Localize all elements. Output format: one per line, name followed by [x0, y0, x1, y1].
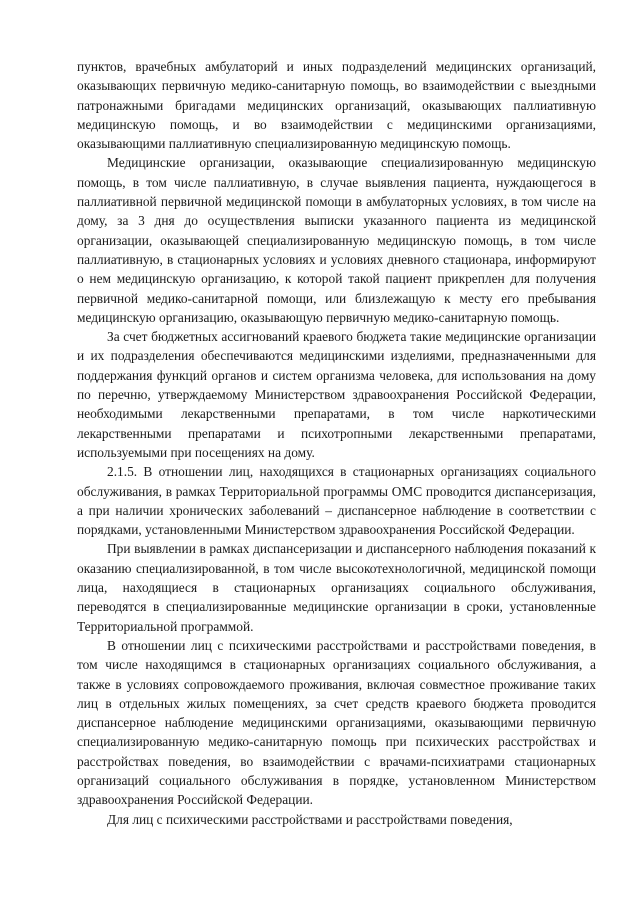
paragraph-1: пунктов, врачебных амбулаторий и иных подразделений медицинских организаций, оказывающих первичную медико-санитарную помощь, во взаимодействии с выездными патронажными бригадами медицинских организаций, оказывающих паллиативную медицинскую помощь, и во взаимодействии с медицинскими организациями, оказывающими паллиативную специализированную медицинскую помощь.	[77, 59, 596, 152]
paragraph-7: Для лиц с психическими расстройствами и расстройствами поведения,	[107, 811, 513, 827]
paragraph-4: 2.1.5. В отношении лиц, находящихся в стационарных организациях социального обслуживания, в рамках Территориальной программы ОМС проводится диспансеризация, а при наличии хронических заболеваний – диспансерное наблюдение в соответствии с порядками, установленными Министерством здравоохранения Российской Федерации.	[77, 464, 596, 538]
document-body	[77, 57, 596, 829]
paragraph-5: При выявлении в рамках диспансеризации и диспансерного наблюдения показаний к оказанию специализированной, в том числе высокотехнологичной, медицинской помощи лица, находящиеся в стационарных организациях социального обслуживания, переводятся в специализированные медицинские организации в сроки, установленные Территориальной программой.	[77, 541, 596, 634]
paragraph-2: Медицинские организации, оказывающие специализированную медицинскую помощь, в том числе паллиативную, в случае выявления пациента, нуждающегося в паллиативной первичной медицинской помощи в амбулаторных условиях, в том числе на дому, за 3 дня до осуществления выписки указанного пациента из медицинской организации, оказывающей специализированную медицинскую помощь, в том числе паллиативную, в стационарных условиях и условиях дневного стационара, информируют о нем медицинскую организацию, к которой такой пациент прикреплен для получения первичной медико-санитарной помощи, или близлежащую к месту его пребывания медицинскую организацию, оказывающую первичную медико-санитарную помощь.	[77, 155, 596, 325]
paragraph-3: За счет бюджетных ассигнований краевого бюджета такие медицинские организации и их подразделения обеспечиваются медицинскими изделиями, предназначенными для поддержания функций органов и систем организма человека, для использования на дому по перечню, утверждаемому Министерством здравоохранения Российской Федерации, необходимыми лекарственными препаратами, в том числе наркотическими лекарственными препаратами и психотропными лекарственными препаратами, используемыми при посещениях на дому.	[77, 329, 596, 460]
paragraph-6: В отношении лиц с психическими расстройствами и расстройствами поведения, в том числе находящимся в стационарных организациях социального обслуживания, а также в условиях сопровождаемого проживания, включая совместное проживание таких лиц в отдельных жилых помещениях, за счет средств краевого бюджета проводится диспансерное наблюдение медицинскими организациями, оказывающими первичную специализированную медико-санитарную помощь при психических расстройствах и расстройствах поведения, во взаимодействии с врачами-психиатрами стационарных организаций социального обслуживания в порядке, установленном Министерством здравоохранения Российской Федерации.	[77, 637, 596, 808]
